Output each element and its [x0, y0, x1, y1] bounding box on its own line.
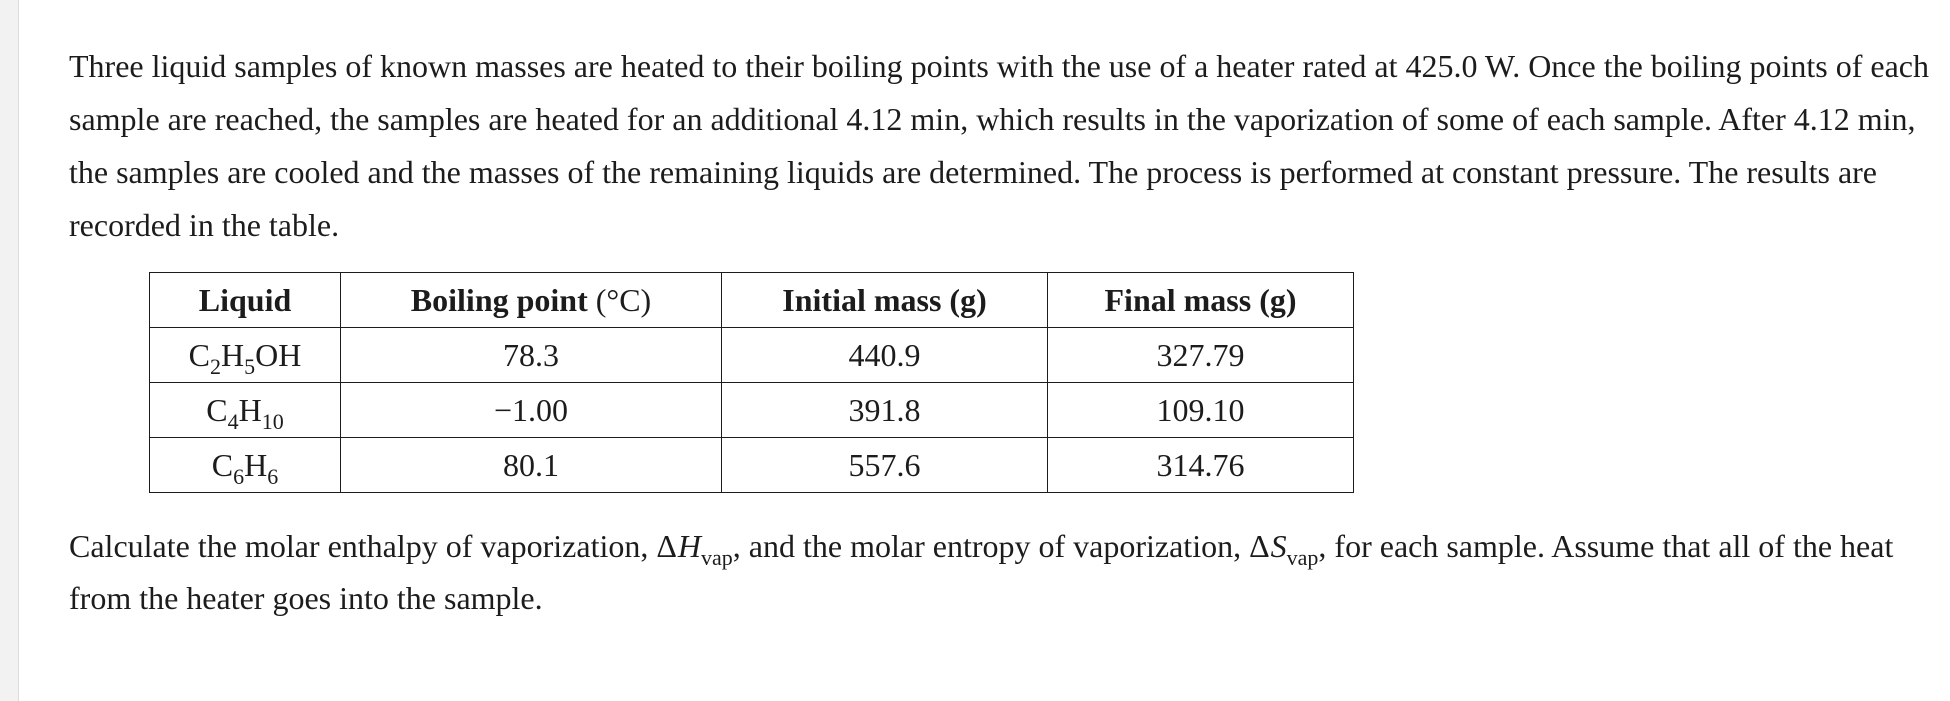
entropy-variable: S: [1270, 528, 1287, 564]
table-header-row: [150, 273, 1354, 328]
liquid-formula: $C_6H_6$: [150, 438, 341, 493]
delta-s-symbol: Δ: [1249, 528, 1271, 564]
table-row: [150, 328, 1354, 383]
entropy-subscript: vap: [1286, 545, 1319, 570]
header-initial-mass: Initial mass (g): [722, 273, 1048, 328]
boiling-point-value: 78.3: [341, 328, 722, 383]
enthalpy-variable: H: [677, 528, 702, 564]
header-final-mass: Final mass (g): [1048, 273, 1354, 328]
final-mass-value: 314.76: [1048, 438, 1354, 493]
boiling-point-value: 80.1: [341, 438, 722, 493]
initial-mass-value: 557.6: [722, 438, 1048, 493]
header-boiling-point-label: Boiling point: [410, 281, 588, 318]
header-boiling-point-unit: (°C): [595, 281, 652, 318]
results-table: [149, 272, 1354, 493]
final-mass-value: 327.79: [1048, 328, 1354, 383]
liquid-formula: $C_4H_{10}$: [150, 383, 341, 438]
liquid-formula: $C_2H_5OH$: [150, 328, 341, 383]
initial-mass-value: 391.8: [722, 383, 1048, 438]
boiling-point-value: −1.00: [341, 383, 722, 438]
problem-question-text: Calculate the molar enthalpy of vaporization, $\Delta H_{vap}$, and the molar entropy of vaporization, $\Delta S_{vap}$, for each sample. Assume that all of the heat from the heater goes into the sample.: [69, 528, 1894, 616]
header-boiling-point: [341, 273, 722, 328]
final-mass-value: 109.10: [1048, 383, 1354, 438]
delta-h-symbol: Δ: [656, 528, 678, 564]
enthalpy-subscript: vap: [701, 545, 733, 570]
question-page: [18, 0, 1950, 701]
table-row: [150, 438, 1354, 493]
initial-mass-value: 440.9: [722, 328, 1048, 383]
problem-intro-text: Three liquid samples of known masses are heated to their boiling points with the use of a heater rated at 425.0 W. Once the boiling points of each sample are reached, the samples are heated for an additional 4.12 min, which results in the vaporization of some of each sample. After 4.12 min, the samples are cooled and the masses of the remaining liquids are determined. The process is performed at constant pressure. The results are recorded in the table.: [69, 48, 1929, 243]
header-liquid: Liquid: [150, 273, 341, 328]
table-row: [150, 383, 1354, 438]
